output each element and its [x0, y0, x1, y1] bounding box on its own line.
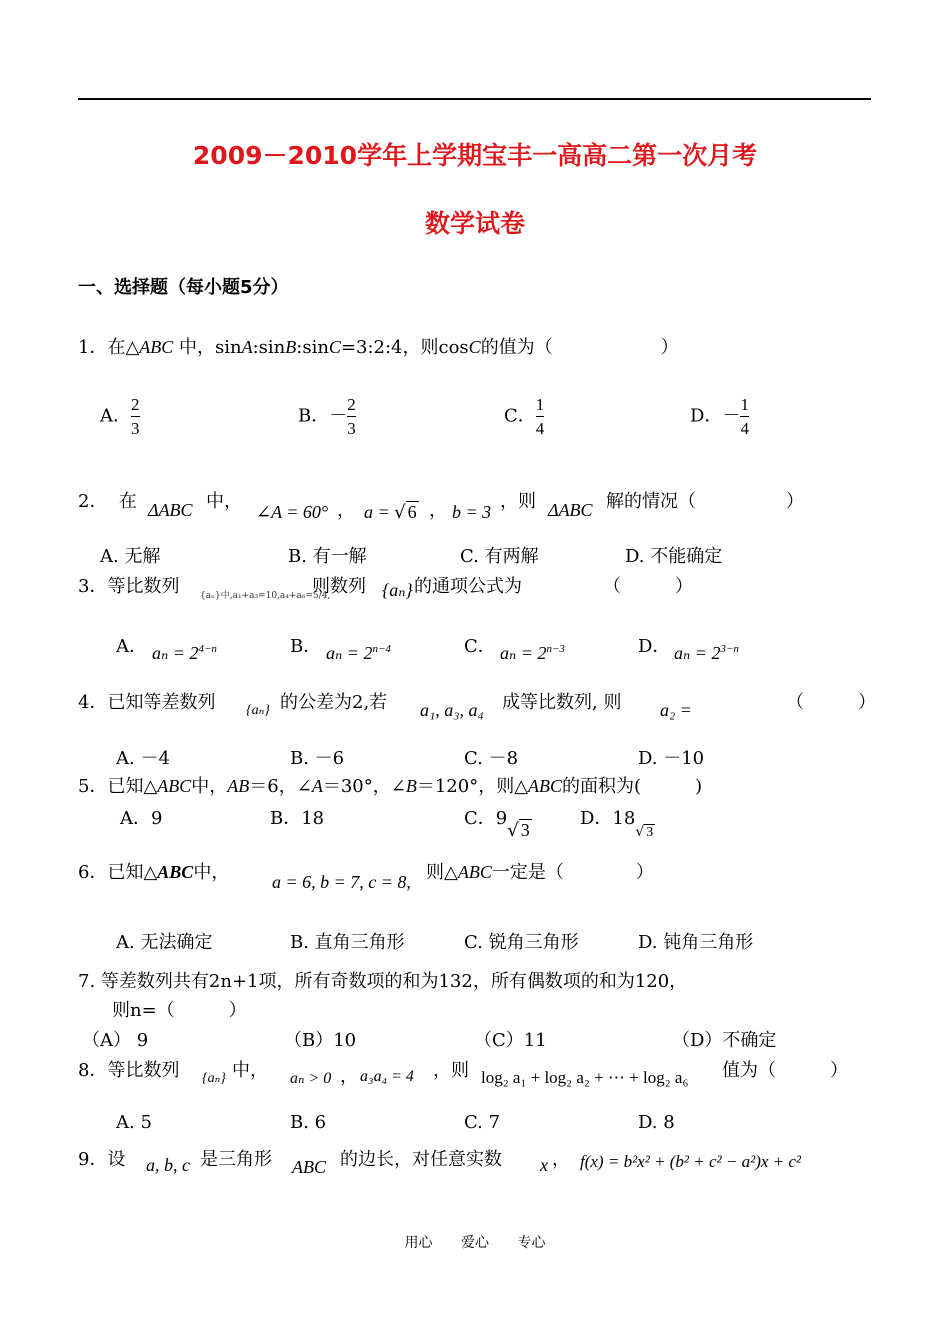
- exam-subtitle: 数学试卷: [424, 209, 525, 238]
- q4-ask: a₂ =: [660, 700, 692, 720]
- q8-option-d: D. 8: [638, 1112, 675, 1133]
- q1-option-b: B．－ $\frac{2}{3}$: [298, 395, 356, 438]
- section-heading: 一、选择题（每小题5分）: [78, 277, 289, 298]
- q2-triangle: ΔABC: [148, 500, 193, 520]
- question-2: 2． 在: [78, 491, 137, 512]
- q7-option-d: （D）不确定: [672, 1030, 777, 1051]
- q4-terms: a₁, a₃, a₄: [420, 700, 484, 720]
- q8-text: 中，: [232, 1060, 268, 1081]
- q5-option-a: A．9: [120, 808, 163, 829]
- q2-option-a: A. 无解: [100, 546, 161, 567]
- q3-condition-small: {aₙ}中,a₁+a₃=10,a₄+a₆=5/4,: [200, 591, 331, 601]
- q7-option-c: （C）11: [474, 1030, 547, 1051]
- q6-text-tail: 则△ABC一定是（ ）: [426, 862, 654, 883]
- question-5: 5．已知△ABC中，AB＝6，∠A＝30°，∠B＝120°，则△ABC的面积为( ): [78, 776, 703, 797]
- q9-triangle: ABC: [292, 1157, 326, 1177]
- exam-title: 2009－2010学年上学期宝丰一高高二第一次月考: [192, 141, 758, 170]
- question-1: 1．在△ABC 中，sinA:sinB:sinC=3:2:4，则cosC的值为（ ）: [78, 337, 679, 358]
- q3-option-b: $a_n = 2^{n-4}$: [326, 643, 391, 663]
- q4-paren: （ ）: [786, 692, 876, 713]
- q7-option-b: （B）10: [284, 1030, 357, 1051]
- q2-triangle-2: ΔABC: [548, 500, 593, 520]
- q8-cond-product: a₃a₄ = 4: [360, 1068, 414, 1085]
- q6-option-d: D. 钝角三角形: [638, 932, 754, 953]
- q8-text-then: ，则: [433, 1060, 469, 1081]
- q3-option-b-label: B．: [290, 636, 322, 657]
- question-7: 7. 等差数列共有2n+1项，所有奇数项的和为132，所有偶数项的和为120，: [78, 971, 688, 992]
- fraction: $\frac{1}{4}$: [535, 395, 545, 438]
- q2-text-tail: 解的情况（ ）: [606, 491, 804, 512]
- q9-text-2: 的边长，对任意实数: [340, 1149, 502, 1170]
- q8-option-b: B. 6: [290, 1112, 327, 1133]
- q3-option-c: $a_n = 2^{n-3}$: [500, 643, 565, 663]
- q3-option-a-label: A．: [116, 636, 147, 657]
- q4-text: 的公差为2,若: [280, 692, 388, 713]
- q2-angle-condition: ∠A = 60°: [256, 502, 329, 522]
- q4-sequence: {aₙ}: [246, 703, 270, 718]
- q2-text: 中，: [206, 491, 242, 512]
- q3-option-a: $a_n = 2^{4-n}$: [152, 643, 217, 663]
- q1-option-d: D．－ $\frac{1}{4}$: [690, 395, 749, 438]
- fraction: $\frac{1}{4}$: [740, 395, 749, 438]
- q3-text: 则数列: [312, 576, 366, 597]
- q5-option-c: C．9√ 3: [464, 808, 530, 841]
- q8-option-c: C. 7: [464, 1112, 501, 1133]
- q2-option-d: D. 不能确定: [625, 546, 723, 567]
- q3-option-d: $a_n = 2^{3-n}$: [674, 643, 739, 663]
- q9-x: x: [540, 1155, 548, 1175]
- q4-option-a: A. －4: [116, 748, 170, 769]
- q2-option-b: B. 有一解: [288, 546, 367, 567]
- q8-sequence: {aₙ}: [202, 1071, 226, 1086]
- q3-sequence: {aₙ}: [382, 580, 413, 600]
- q4-text-then: 成等比数列, 则: [502, 692, 622, 713]
- fraction: $\frac{2}{3}$: [131, 395, 140, 438]
- q4-option-b: B. －6: [290, 748, 345, 769]
- question-8: 8．等比数列: [78, 1060, 180, 1081]
- q2-option-c: C. 有两解: [460, 546, 539, 567]
- q9-function: f(x) = b²x² + (b² + c² − a²)x + c²: [580, 1152, 802, 1171]
- q2-side-b: b = 3: [452, 502, 492, 522]
- q9-text: 是三角形: [200, 1149, 272, 1170]
- question-6: 6．已知△ABC中，: [78, 862, 230, 883]
- page-footer: 用心 爱心 专心: [404, 1235, 546, 1251]
- q6-option-b: B. 直角三角形: [290, 932, 405, 953]
- q6-option-a: A. 无法确定: [116, 932, 213, 953]
- q5-option-b: B．18: [270, 808, 325, 829]
- q7-option-a: （A） 9: [82, 1030, 149, 1051]
- q9-vars: a, b, c: [146, 1155, 190, 1175]
- q6-option-c: C. 锐角三角形: [464, 932, 579, 953]
- question-7-line2: 则n=（ ）: [112, 1000, 247, 1021]
- q8-cond-positive: aₙ > 0: [290, 1070, 332, 1087]
- q4-option-d: D. －10: [638, 748, 705, 769]
- q3-text-tail: 的通项公式为 （ ）: [414, 576, 693, 597]
- header-rule: [78, 98, 871, 100]
- q8-text-tail: 值为（ ）: [722, 1060, 848, 1081]
- q4-option-c: C. －8: [464, 748, 519, 769]
- q8-option-a: A. 5: [116, 1112, 152, 1133]
- fraction: $\frac{2}{3}$: [347, 395, 356, 438]
- question-9: 9．设: [78, 1149, 126, 1170]
- question-3: 3．等比数列: [78, 576, 180, 597]
- question-4: 4．已知等差数列: [78, 692, 216, 713]
- q3-option-d-label: D．: [638, 636, 671, 657]
- q6-sides: a = 6, b = 7, c = 8,: [272, 872, 411, 892]
- q3-option-c-label: C．: [464, 636, 496, 657]
- q8-log-expression: log₂ a₁ + log₂ a₂ + ⋯ + log₂ a₆: [481, 1068, 689, 1087]
- q5-option-d: D．$18_{√ 3}$: [580, 808, 654, 840]
- q2-side-a: a = √ 6: [364, 502, 417, 523]
- q1-number: 1．: [78, 337, 108, 358]
- q1-option-c: C． $\frac{1}{4}$: [504, 395, 545, 438]
- q2-text-then: ，则: [500, 491, 536, 512]
- q1-option-a: A． $\frac{2}{3}$: [100, 395, 140, 438]
